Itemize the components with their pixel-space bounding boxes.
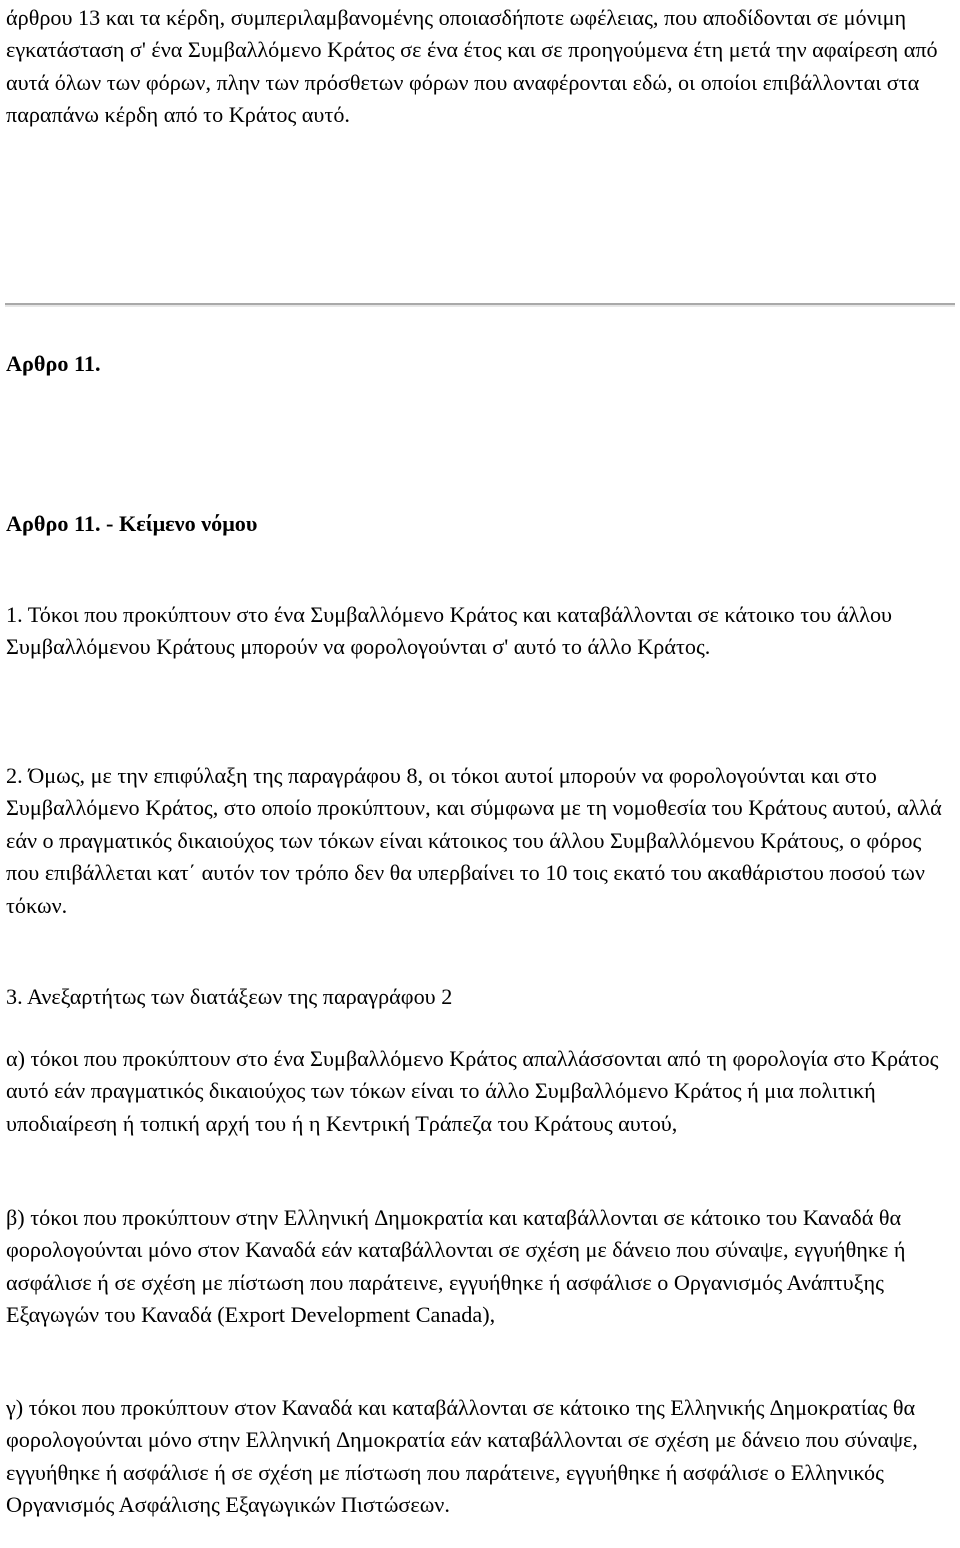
paragraph-2: 2. Όμως, με την επιφύλαξη της παραγράφου 8, οι τόκοι αυτοί μπορούν να φορολογούνται και στο Συμβαλλόμενο Κράτος, στο οποίο προκύπτουν, και σύμφωνα με τη νομοθεσία του Κράτους αυτού, αλλά εάν ο πραγματικός δικαιούχος των τόκων είναι κάτοικος του άλλου Συμβαλλόμενου Κράτους, ο φόρος που επιβάλλεται κατ΄ αυτόν τον τρόπο δεν θα υπερβαίνει το 10 τοις εκατό του ακαθάριστου ποσού των τόκων. xyxy=(6,763,942,918)
horizontal-divider xyxy=(5,303,955,307)
paragraph-3: 3. Ανεξαρτήτως των διατάξεων της παραγράφου 2 xyxy=(6,984,453,1009)
paragraph-3a: α) τόκοι που προκύπτουν στο ένα Συμβαλλόμενο Κράτος απαλλάσσονται από τη φορολογία στο Κράτος αυτό εάν πραγματικός δικαιούχος των τόκων είναι το άλλο Συμβαλλόμενο Κράτος ή μια πολιτική υποδιαίρεση ή τοπική αρχή του ή η Κεντρική Τράπεζα του Κράτους αυτού, xyxy=(6,1046,939,1136)
paragraph-3c: γ) τόκοι που προκύπτουν στον Καναδά και καταβάλλονται σε κάτοικο της Ελληνικής ∆ημοκρατίας θα φορολογούνται μόνο στην Ελληνική ∆ημοκρατία εάν καταβάλλονται σε σχέση με δάνειο που σύναψε, εγγυήθηκε ή ασφάλισε ή σε σχέση με πίστωση που παράτεινε, εγγυήθηκε ή ασφάλισε ο Ελληνικός Οργανισμός Ασφάλισης Εξαγωγικών Πιστώσεων. xyxy=(6,1395,918,1518)
intro-paragraph: άρθρου 13 και τα κέρδη, συμπεριλαμβανομένης οποιασδήποτε ωφέλειας, που αποδίδονται σε μόνιμη εγκατάσταση σ' ένα Συμβαλλόμενο Κράτος σε ένα έτος και σε προηγούμενα έτη μετά την αφαίρεση από αυτά όλων των φόρων, πλην των πρόσθετων φόρων που αναφέρονται εδώ, οι οποίοι επιβάλλονται στα παραπάνω κέρδη από το Κράτος αυτό. xyxy=(6,5,938,128)
paragraph-1: 1. Τόκοι που προκύπτουν στο ένα Συμβαλλόμενο Κράτος και καταβάλλονται σε κάτοικο του άλλου Συμβαλλόμενου Κράτους μπορούν να φορολογούνται σ' αυτό το άλλο Κράτος. xyxy=(6,602,893,660)
paragraph-3b: β) τόκοι που προκύπτουν στην Ελληνική ∆ημοκρατία και καταβάλλονται σε κάτοικο του Καναδά θα φορολογούνται μόνο στον Καναδά εάν καταβάλλονται σε σχέση με δάνειο που σύναψε, εγγυήθηκε ή ασφάλισε ή σε σχέση με πίστωση που παράτεινε, εγγυήθηκε ή ασφάλισε ο Οργανισμός Ανάπτυξης Εξαγωγών του Καναδά (Export Development Canada), xyxy=(6,1205,906,1328)
article-title: Αρθρο 11. xyxy=(6,351,101,376)
article-subtitle: Αρθρο 11. - Κείμενο νόμου xyxy=(6,511,258,536)
